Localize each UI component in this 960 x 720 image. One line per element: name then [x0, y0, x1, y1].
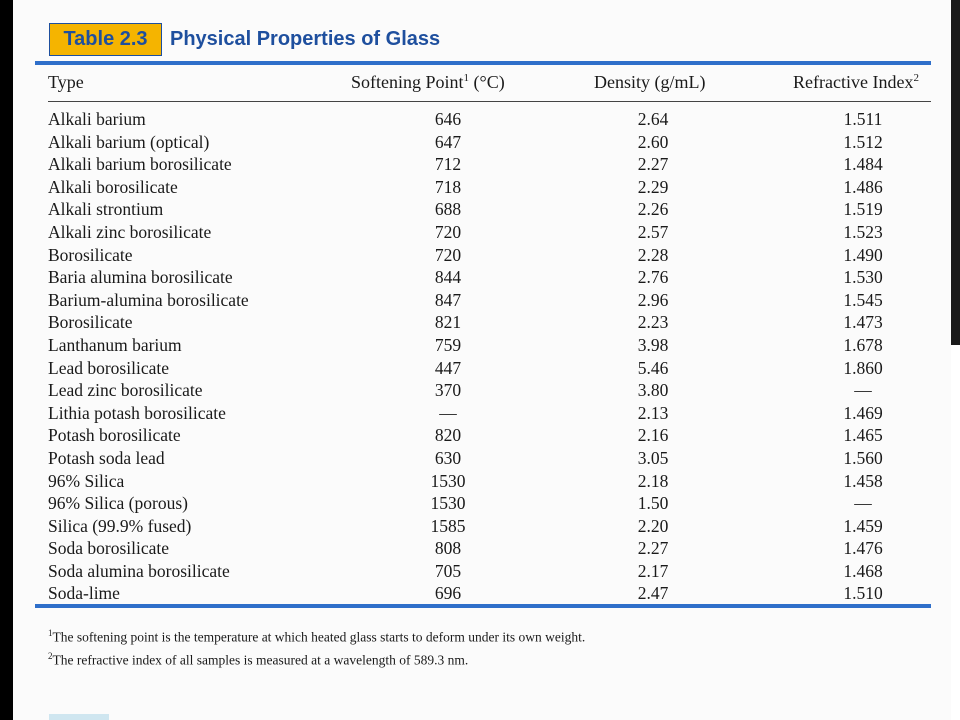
cell-type: 96% Silica (porous) — [48, 493, 188, 514]
table-row — [13, 424, 951, 447]
cell-density: 3.05 — [637, 447, 669, 468]
cell-type: Lanthanum barium — [48, 334, 182, 355]
table-top-rule — [35, 61, 931, 65]
footnote-2 — [48, 647, 585, 670]
header-softening-footnote-mark: 1 — [463, 72, 470, 84]
cell-refractive-index: 1.510 — [843, 583, 883, 604]
cell-softening-point: 820 — [434, 425, 462, 446]
footnote-2-mark: 2 — [48, 650, 53, 661]
cell-density: 2.27 — [637, 154, 669, 175]
header-softening-point — [351, 72, 505, 93]
table-row — [13, 537, 951, 560]
cell-refractive-index: 1.560 — [843, 447, 883, 468]
cell-density: 2.26 — [637, 199, 669, 220]
table-row — [13, 470, 951, 493]
table-row — [13, 221, 951, 244]
table-row — [13, 560, 951, 583]
cell-refractive-index: — — [854, 493, 872, 514]
cell-density: 5.46 — [637, 357, 669, 378]
cell-type: Barium-alumina borosilicate — [48, 289, 249, 310]
cell-softening-point: 712 — [434, 154, 462, 175]
header-refractive-footnote-mark: 2 — [913, 72, 919, 84]
table-title: Physical Properties of Glass — [170, 28, 441, 50]
header-underline — [48, 101, 931, 102]
cell-density: 2.47 — [637, 583, 669, 604]
document-page — [13, 0, 951, 720]
cell-type: Alkali zinc borosilicate — [48, 221, 212, 242]
cell-softening-point: 705 — [434, 560, 462, 581]
cell-softening-point: 720 — [434, 244, 462, 265]
cell-softening-point: — — [439, 402, 457, 423]
cell-type: Potash soda lead — [48, 447, 165, 468]
table-row — [13, 357, 951, 380]
table-row — [13, 198, 951, 221]
cell-type: Soda alumina borosilicate — [48, 560, 230, 581]
cell-type: Alkali barium — [48, 109, 146, 129]
table-row — [13, 447, 951, 470]
cell-softening-point: 1585 — [430, 515, 466, 536]
table-label: Table 2.3 — [49, 23, 162, 56]
cell-type: Borosilicate — [48, 244, 133, 265]
table-row — [13, 379, 951, 402]
table-title-bar — [49, 22, 455, 56]
cell-refractive-index: 1.678 — [843, 334, 883, 355]
cell-type: Alkali borosilicate — [48, 176, 178, 197]
cell-type: Lead borosilicate — [48, 357, 169, 378]
cell-softening-point: 1530 — [430, 470, 466, 491]
cell-type: Baria alumina borosilicate — [48, 267, 233, 288]
footnote-1-mark: 1 — [48, 628, 53, 638]
header-refractive-index — [793, 72, 919, 93]
cell-softening-point: 647 — [434, 131, 462, 152]
cell-density: 2.76 — [637, 267, 669, 288]
header-refractive-label: Refractive Index — [793, 72, 914, 92]
cell-density: 2.23 — [637, 312, 669, 333]
table-row — [13, 402, 951, 425]
footnote-1-text: The softening point is the temperature at which heated glass starts to deform under its own weight. — [52, 629, 586, 645]
header-type: Type — [48, 72, 84, 92]
cell-refractive-index: 1.486 — [843, 176, 883, 197]
cell-softening-point: 688 — [434, 199, 462, 220]
cell-density: 2.16 — [637, 425, 669, 446]
cell-softening-point: 844 — [434, 267, 462, 288]
cell-refractive-index: 1.545 — [843, 289, 883, 310]
cell-type: Alkali strontium — [48, 199, 164, 220]
cell-type: Silica (99.9% fused) — [48, 515, 192, 536]
cell-density: 2.57 — [637, 221, 669, 242]
cell-type: Soda borosilicate — [48, 538, 170, 559]
table-bottom-rule — [35, 604, 931, 608]
table-row — [13, 108, 951, 131]
cell-refractive-index: 1.490 — [843, 244, 883, 265]
header-softening-label: Softening Point — [351, 72, 464, 92]
cell-density: 2.18 — [637, 470, 669, 491]
cell-density: 1.50 — [637, 493, 669, 514]
cell-softening-point: 447 — [434, 357, 462, 378]
cell-refractive-index: 1.465 — [843, 425, 883, 446]
cell-type: Alkali barium (optical) — [48, 131, 210, 152]
cell-refractive-index: 1.484 — [843, 154, 883, 175]
next-section-tag — [49, 714, 109, 720]
cell-refractive-index: 1.468 — [843, 560, 883, 581]
cell-refractive-index: 1.469 — [843, 402, 883, 423]
cell-type: Borosilicate — [48, 312, 133, 333]
cell-softening-point: 821 — [434, 312, 462, 333]
cell-softening-point: 847 — [434, 289, 462, 310]
cell-type: Lead zinc borosilicate — [48, 380, 203, 401]
cell-density: 3.80 — [637, 380, 669, 401]
table-row — [13, 289, 951, 312]
table-row — [13, 311, 951, 334]
cell-refractive-index: 1.530 — [843, 267, 883, 288]
cell-refractive-index: 1.523 — [843, 221, 883, 242]
cell-softening-point: 720 — [434, 221, 462, 242]
cell-refractive-index: 1.512 — [843, 131, 883, 152]
table-row — [13, 582, 951, 605]
cell-type: 96% Silica — [48, 470, 125, 491]
cell-type: Alkali barium borosilicate — [48, 154, 232, 175]
cell-type: Potash borosilicate — [48, 425, 181, 446]
footnote-2-text: The refractive index of all samples is measured at a wavelength of 589.3 nm. — [52, 652, 469, 667]
cell-density: 2.13 — [637, 402, 669, 423]
cell-softening-point: 1530 — [430, 493, 466, 514]
cell-softening-point: 759 — [434, 334, 462, 355]
table-row — [13, 334, 951, 357]
footnote-1 — [48, 624, 585, 647]
cell-refractive-index: 1.473 — [843, 312, 883, 333]
cell-refractive-index: 1.511 — [843, 109, 883, 129]
cell-type: Soda-lime — [48, 583, 120, 604]
table-row — [13, 492, 951, 515]
cell-density: 2.28 — [637, 244, 669, 265]
header-softening-unit: (°C) — [469, 72, 505, 92]
table-row — [13, 244, 951, 267]
cell-softening-point: 370 — [434, 380, 462, 401]
cell-refractive-index: — — [854, 380, 872, 401]
table-row — [13, 153, 951, 176]
cell-refractive-index: 1.458 — [843, 470, 883, 491]
header-density: Density (g/mL) — [594, 72, 706, 92]
cell-density: 2.64 — [637, 109, 669, 129]
cell-refractive-index: 1.860 — [843, 357, 883, 378]
cell-density: 2.27 — [637, 538, 669, 559]
table-row — [13, 266, 951, 289]
footnotes — [48, 624, 585, 669]
cell-density: 2.20 — [637, 515, 669, 536]
table-body — [13, 108, 951, 605]
cell-type: Lithia potash borosilicate — [48, 402, 226, 423]
cell-softening-point: 696 — [434, 583, 462, 604]
cell-softening-point: 630 — [434, 447, 462, 468]
page-edge-strip — [951, 0, 960, 720]
table-row — [13, 176, 951, 199]
cell-density: 2.60 — [637, 131, 669, 152]
cell-softening-point: 646 — [434, 109, 462, 129]
cell-softening-point: 718 — [434, 176, 462, 197]
cell-density: 2.96 — [637, 289, 669, 310]
cell-density: 3.98 — [637, 334, 669, 355]
cell-refractive-index: 1.459 — [843, 515, 883, 536]
table-row — [13, 515, 951, 538]
cell-density: 2.17 — [637, 560, 669, 581]
cell-density: 2.29 — [637, 176, 669, 197]
cell-refractive-index: 1.476 — [843, 538, 883, 559]
cell-refractive-index: 1.519 — [843, 199, 883, 220]
cell-softening-point: 808 — [434, 538, 462, 559]
table-row — [13, 131, 951, 154]
